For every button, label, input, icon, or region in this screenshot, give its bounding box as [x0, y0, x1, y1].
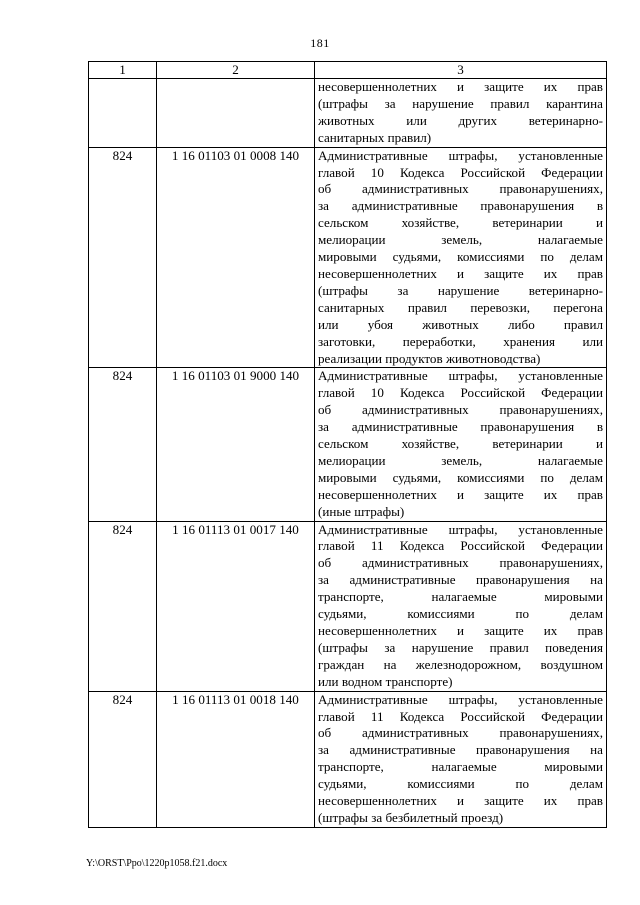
- budget-code-cell: [157, 79, 315, 148]
- description-line: Административные штрафы, установленные: [318, 147, 603, 163]
- description-line: мелиорации земель, налагаемые: [318, 452, 603, 468]
- description-cell: [315, 147, 607, 368]
- description-line: несовершеннолетних и защите их прав: [318, 623, 603, 638]
- budget-code-cell: 1 16 01103 01 0008 140: [157, 147, 315, 368]
- description-line: мировыми судьями, комиссиями по делам: [318, 249, 603, 265]
- header-row: [89, 62, 607, 79]
- description-line: судьями, комиссиями по делам: [318, 606, 603, 622]
- description-line: главой 11 Кодекса Российской Федерации: [318, 708, 603, 724]
- description-line: главой 10 Кодекса Российской Федерации: [318, 385, 603, 401]
- header-col-1: 1: [89, 62, 157, 79]
- budget-code-cell: 1 16 01103 01 9000 140: [157, 368, 315, 521]
- description-cell: [315, 521, 607, 691]
- description-line: транспорте, налагаемые мировыми: [318, 759, 603, 775]
- admin-code-cell: 824: [89, 147, 157, 368]
- description-line: за административные правонарушения в: [318, 419, 603, 435]
- budget-code-cell: 1 16 01113 01 0018 140: [157, 691, 315, 827]
- description-line: несовершеннолетних и защите их прав: [318, 793, 603, 809]
- header-col-3: 3: [315, 62, 607, 79]
- description-cell: [315, 79, 607, 148]
- description-line: об административных правонарушениях,: [318, 555, 603, 571]
- description-line: Административные штрафы, установленные: [318, 521, 603, 537]
- table-row: [89, 521, 607, 691]
- description-line: или водном транспорте): [318, 673, 453, 689]
- admin-code-cell: 824: [89, 691, 157, 827]
- description-line: главой 10 Кодекса Российской Федерации: [318, 164, 603, 180]
- description-line: заготовки, переработки, хранения или: [318, 333, 603, 349]
- description-line: (иные штрафы): [318, 503, 405, 519]
- description-line: несовершеннолетних и защите их прав: [318, 486, 603, 502]
- footer-file-path: Y:\ORST\Ppo\1220p1058.f21.docx: [86, 858, 228, 869]
- description-line: несовершеннолетних и защите их прав: [318, 265, 603, 281]
- description-line: об административных правонарушениях,: [318, 725, 603, 741]
- table-row: [89, 368, 607, 521]
- description-line: реализации продуктов животноводства): [318, 350, 541, 366]
- budget-codes-table: [88, 61, 607, 828]
- description-line: судьями, комиссиями по делам: [318, 776, 603, 792]
- description-line: (штрафы за нарушение правил поведения: [318, 639, 603, 655]
- admin-code-cell: 824: [89, 368, 157, 521]
- description-cell: [315, 368, 607, 521]
- description-line: Административные штрафы, установленные: [318, 368, 603, 384]
- table-row: [89, 79, 607, 148]
- description-cell: [315, 691, 607, 827]
- description-line: за административные правонарушения на: [318, 572, 603, 588]
- table-header: [89, 62, 607, 79]
- budget-code-cell: 1 16 01113 01 0017 140: [157, 521, 315, 691]
- description-line: Административные штрафы, установленные: [318, 691, 603, 707]
- admin-code-cell: 824: [89, 521, 157, 691]
- description-line: граждан на железнодорожном, воздушном: [318, 656, 603, 672]
- description-line: за административные правонарушения на: [318, 742, 603, 758]
- description-line: (штрафы за нарушение ветеринарно-: [318, 282, 603, 298]
- description-line: сельском хозяйстве, ветеринарии и: [318, 436, 603, 452]
- description-line: мелиорации земель, налагаемые: [318, 232, 603, 248]
- table-row: [89, 147, 607, 368]
- table-body: [89, 79, 607, 828]
- header-col-2: 2: [157, 62, 315, 79]
- description-line: санитарных правил): [318, 129, 432, 145]
- description-line: об административных правонарушениях,: [318, 181, 603, 197]
- description-line: (штрафы за нарушение правил карантина: [318, 95, 603, 111]
- page-number: 181: [310, 36, 330, 50]
- description-line: санитарных правил перевозки, перегона: [318, 299, 603, 315]
- description-line: животных или других ветеринарно-: [318, 112, 603, 128]
- table-row: [89, 691, 607, 827]
- description-line: мировыми судьями, комиссиями по делам: [318, 469, 603, 485]
- admin-code-cell: [89, 79, 157, 148]
- description-line: сельском хозяйстве, ветеринарии и: [318, 215, 603, 231]
- description-line: несовершеннолетних и защите их прав: [318, 79, 603, 94]
- description-line: за административные правонарушения в: [318, 198, 603, 214]
- description-line: (штрафы за безбилетный проезд): [318, 809, 504, 825]
- description-line: главой 11 Кодекса Российской Федерации: [318, 538, 603, 554]
- description-line: или убоя животных либо правил: [318, 316, 603, 332]
- description-line: транспорте, налагаемые мировыми: [318, 589, 603, 605]
- description-line: об административных правонарушениях,: [318, 402, 603, 418]
